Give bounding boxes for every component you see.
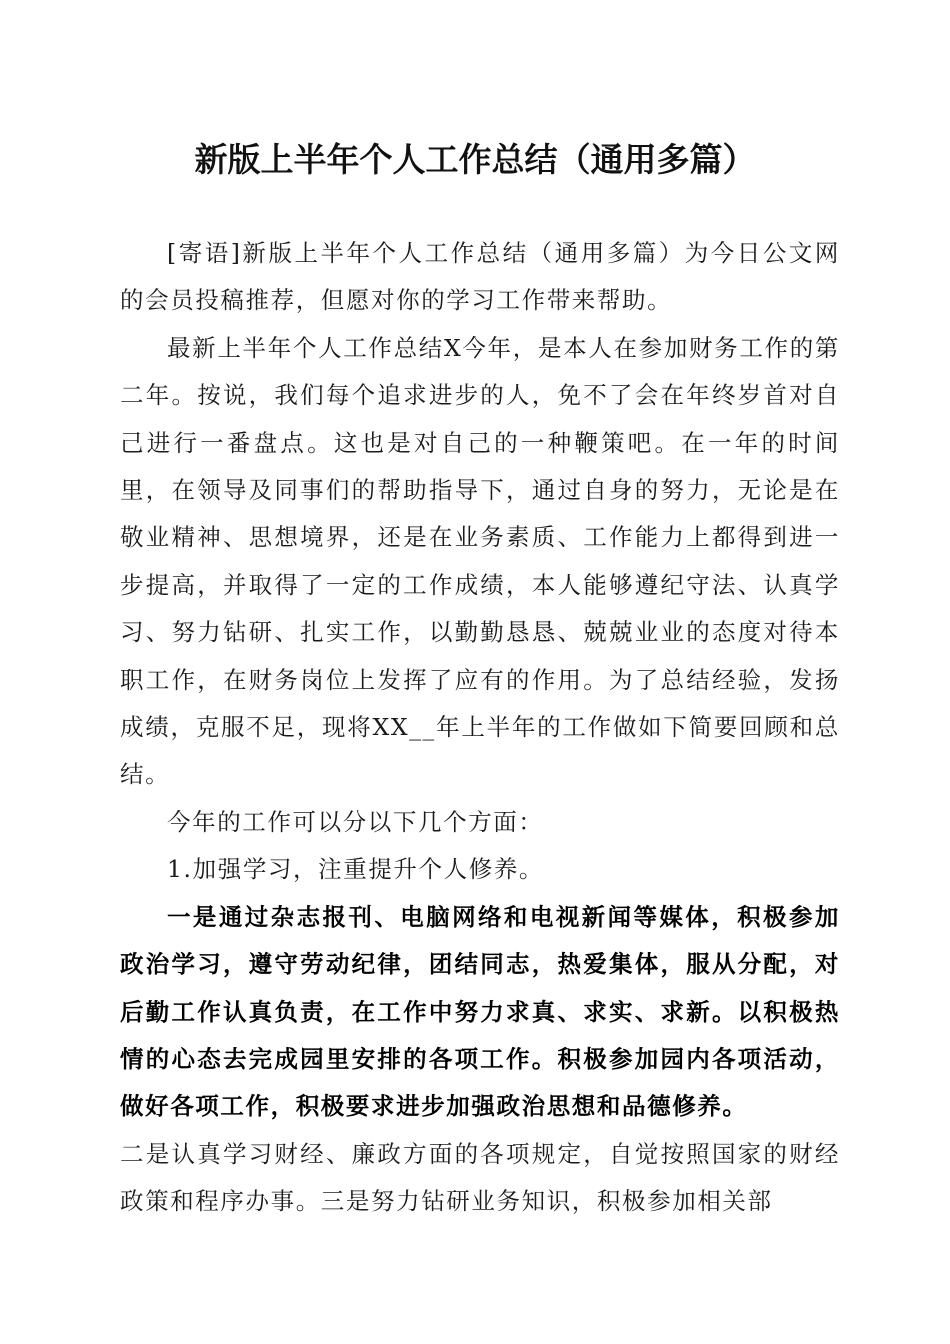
document-body: [120, 230, 840, 1226]
paragraph-foreword: [寄语]新版上半年个人工作总结（通用多篇）为今日公文网的会员投稿推荐，但愿对你的学习工作带来帮助。: [120, 239, 840, 315]
paragraph-point-2: 二是认真学习财经、廉政方面的各项规定，自觉按照国家的财经政策和程序办事。三是努力钻研业务知识，积极参加相关部: [120, 1139, 840, 1216]
paragraph-heading-1: 1.加强学习，注重提升个人修养。: [167, 855, 545, 884]
document-title: 新版上半年个人工作总结（通用多篇）: [194, 140, 756, 179]
paragraph-point-1: 一是通过杂志报刊、电脑网络和电视新闻等媒体，积极参加政治学习，遵守劳动纪律，团结同志，热爱集体，服从分配，对后勤工作认真负责，在工作中努力求真、求实、求新。以积极热情的心态去完成园里安排的各项工作。积极参加园内各项活动，做好各项工作，积极要求进步加强政治思想和品德修养。: [120, 902, 840, 1121]
paragraph-aspects: 今年的工作可以分以下几个方面：: [167, 807, 544, 836]
paragraph-intro: 最新上半年个人工作总结X今年，是本人在参加财务工作的第二年。按说，我们每个追求进步的人，免不了会在年终岁首对自己进行一番盘点。这也是对自己的一种鞭策吧。在一年的时间里，在领导及同事们的帮助指导下，通过自身的努力，无论是在敬业精神、思想境界，还是在业务素质、工作能力上都得到进一步提高，并取得了一定的工作成绩，本人能够遵纪守法、认真学习、努力钻研、扎实工作，以勤勤恳恳、兢兢业业的态度对待本职工作，在财务岗位上发挥了应有的作用。为了总结经验，发扬成绩，克服不足，现将XX__年上半年的工作做如下简要回顾和总结。: [120, 333, 840, 789]
